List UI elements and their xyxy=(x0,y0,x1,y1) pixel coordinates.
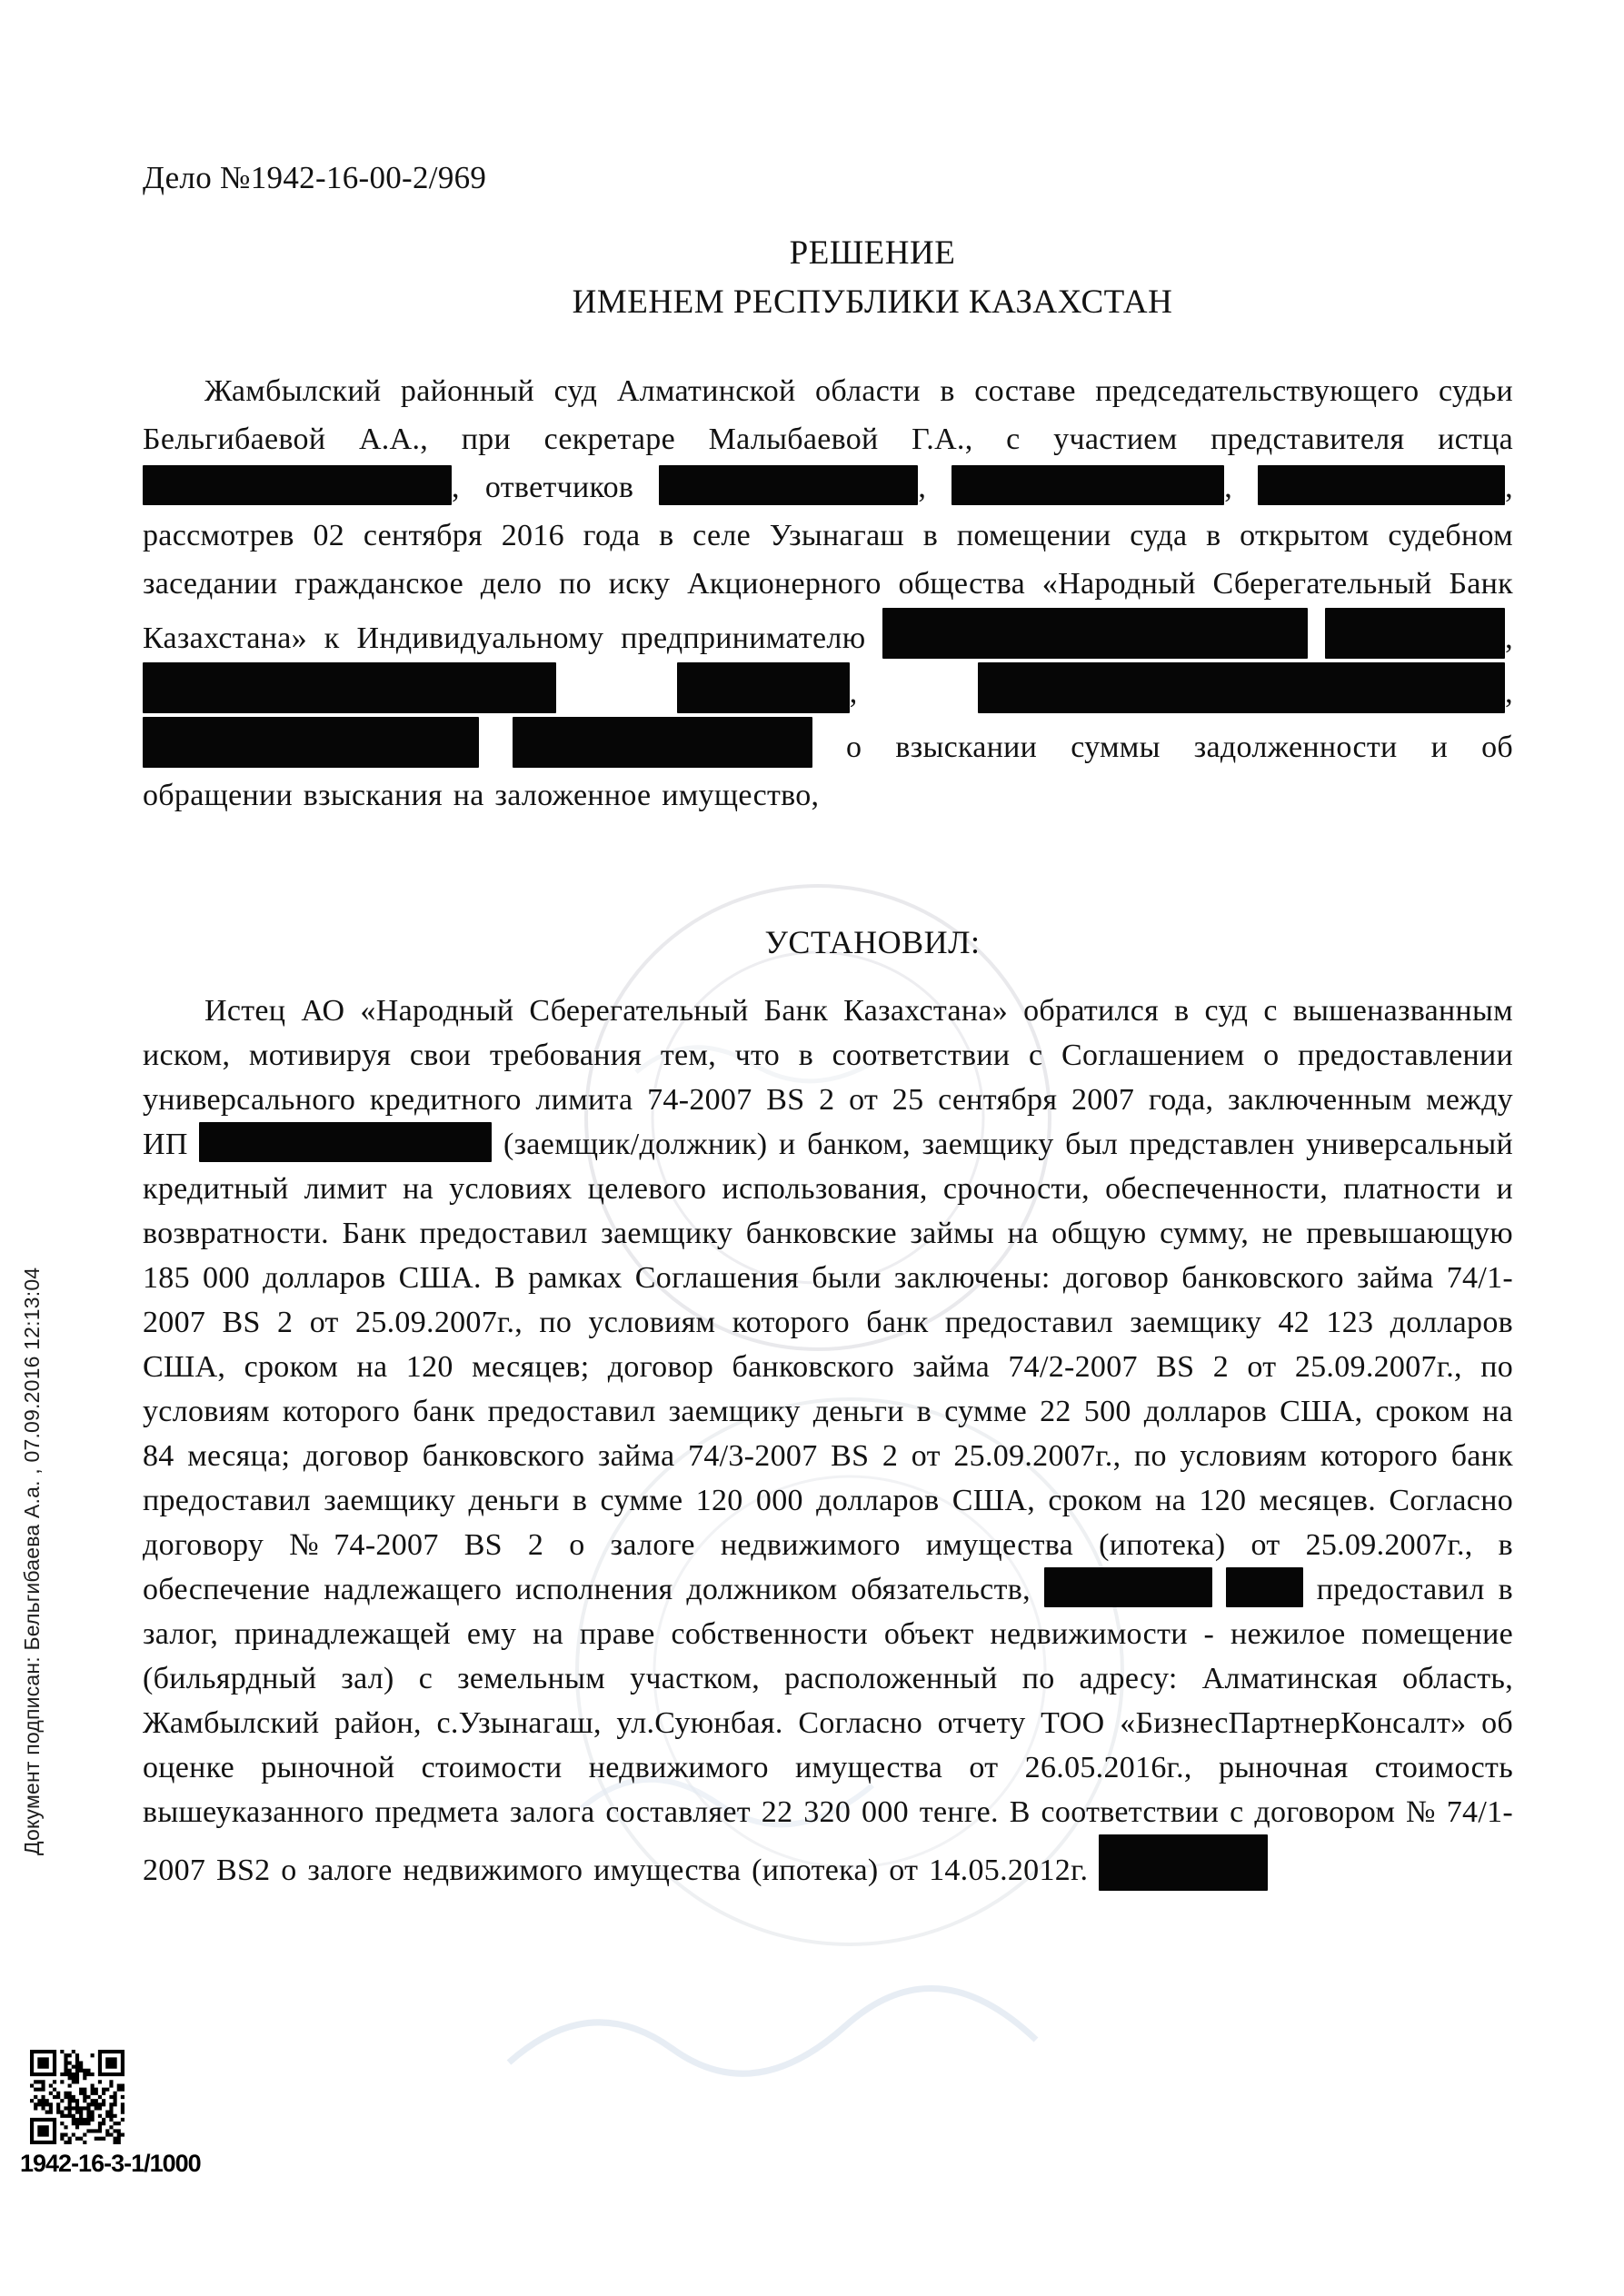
qr-code-label: 1942-16-3-1/1000 xyxy=(20,2150,201,2177)
redacted-text xyxy=(143,662,556,713)
document-title-block xyxy=(186,229,1559,327)
facts-paragraph: Истец АО «Народный Сберегательный Банк Казахстана» обратился в суд с вышеназванным иском, мотивируя свои требования тем, что в соответствии с Соглашением о предоставлении универсального кредитного лимита 74-2007 BS 2 от 25 сентября 2007 года, заключенным между ИП (заемщик/должник) и банком, заемщику был представлен универсальный кредитный лимит на условиях целевого использования, срочности, обеспеченности, платности и возвратности. Банк предоставил заемщику банковские займы на общую сумму, не превышающую 185 000 долларов США. В рамках Соглашения были заключены: договор банковского займа 74/1-2007 BS 2 от 25.09.2007г., по условиям которого банк предоставил заемщику 42 123 долларов США, сроком на 120 месяцев; договор банковского займа 74/2-2007 BS 2 от 25.09.2007г., по условиям которого банк предоставил заемщику деньги в сумме 22 500 долларов США, сроком на 84 месяца; договор банковского займа 74/3-2007 BS 2 от 25.09.2007г., по условиям которого банк предоставил заемщику деньги в сумме 120 000 долларов США, сроком на 120 месяцев. Согласно договору №74-2007 BS 2 о залоге недвижимого имущества (ипотека) от 25.09.2007г., в обеспечение надлежащего исполнения должником обязательств, предоставил в залог, принадлежащей ему на праве собственности объект недвижимости - нежилое помещение (бильярдный зал) с земельным участком, расположенный по адресу: Алматинская область, Жамбылский район, с.Узынагаш, ул.Суюнбая. Согласно отчету ТОО «БизнесПартнерКонсалт» об оценке рыночной стоимости недвижимого имущества от 26.05.2016г., рыночная стоимость вышеуказанного предмета залога составляет 22 320 000 тенге. В соответствии с договором № 74/1-2007 BS2 о залоге недвижимого имущества (ипотека) от 14.05.2012г. xyxy=(143,989,1513,1893)
redacted-text xyxy=(143,717,479,768)
redacted-text xyxy=(513,717,812,768)
electronic-signature-stamp: Документ подписан: Бельгибаева А.а. , 07.09.2016 12:13:04 xyxy=(20,1267,44,1855)
redacted-text xyxy=(1226,1567,1303,1607)
redacted-text xyxy=(677,662,850,713)
redacted-text xyxy=(199,1122,492,1162)
redacted-text xyxy=(1258,465,1505,505)
decision-title: РЕШЕНИЕ xyxy=(789,234,956,272)
case-number: Дело №1942-16-00-2/969 xyxy=(143,160,487,195)
established-heading: УСТАНОВИЛ: xyxy=(764,924,981,960)
redacted-text xyxy=(882,608,1308,659)
redacted-text xyxy=(1325,608,1505,659)
redacted-text xyxy=(1044,1567,1212,1607)
preamble-paragraph: Жамбылский районный суд Алматинской области в составе председательствующего судьи Бельгибаевой А.А., при секретаре Малыбаевой Г.А., с участием представителя истца , ответчиков , , , рассмотрев 02 сентября 2016 года в селе Узынагаш в помещении суда в открытом судебном заседании гражданское дело по иску Акционерного общества «Народный Сберегательный Банк Казахстана» к Индивидуальному предпринимателю , , , о взыскании суммы задолженности и об обращении взыскания на заложенное имущество, xyxy=(143,374,1513,812)
redacted-text xyxy=(143,465,452,505)
redacted-text xyxy=(978,662,1505,713)
redacted-text xyxy=(1099,1834,1268,1891)
redacted-text xyxy=(659,465,918,505)
in-the-name-title: ИМЕНЕМ РЕСПУБЛИКИ КАЗАХСТАН xyxy=(572,283,1173,321)
qr-code xyxy=(30,2050,125,2144)
redacted-text xyxy=(951,465,1224,505)
